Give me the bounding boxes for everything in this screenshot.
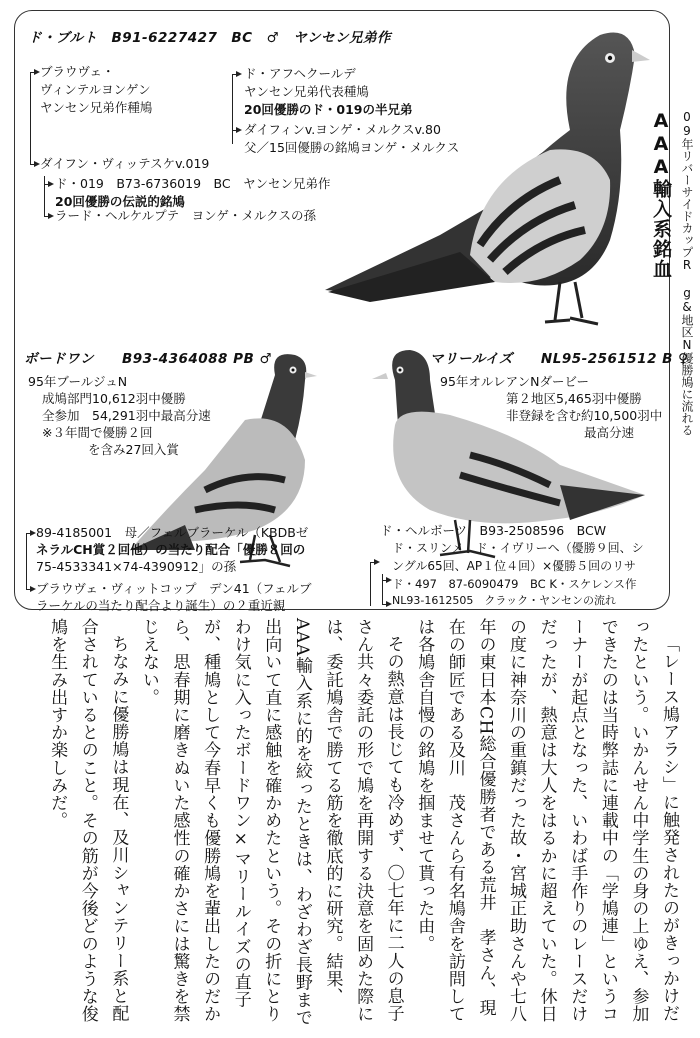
right-bird-record3: 非登録を含む約10,500羽中 [506,408,663,423]
tree-arrow [382,604,390,605]
tree-arrow [30,164,38,165]
article-paragraph: ちなみに優勝鳩は現在、及川シャンテリー系と配合されているとのこと。その筋が今後どのような俊鳩を生み出すか楽しみだ。 [47,618,129,1023]
right-ped-d1: NL93-1612505 クラック・ヤンセンの流れ [392,594,616,607]
tree-arrow [232,74,240,75]
left-ped-a3: 75-4533341×74-4390912」の孫 [36,559,237,574]
article-paragraph: その熱意は長じても冷めず、〇七年に二人の息子さん共々委託の形で鳩を再開する決意を固めた際には、委託鳩舎で勝てる筋を徹底的に研究。結果、AAA輸入系に的を絞ったときは、わざわざ長野まで出向いて直に感触を確かめたという。その折にとりわけ気に入ったボードワン×マリールイズの直子が、種鳩として今春早くも優勝鳩を輩出したのだから、思春期に磨きぬいた感性の確かさには驚きを禁じえない。 [138,618,404,1027]
tree-line [382,574,383,604]
sd-line1: ダイフィンv.ヨンゲ・メルクスv.80 [244,122,441,137]
right-bird-record4: 最高分速 [584,425,635,440]
left-ped-b1: ブラウヴェ・ヴィットコップ デン41（フェルブ [36,581,312,596]
tree-arrow [232,130,240,131]
side-caption-line2: AAA輸入系銘血 [650,110,672,279]
right-ped-b2: ングル65回、AP１位４回）×優勝５回のリサ [392,559,636,573]
tree-arrow [30,72,38,73]
ss-line1: ド・アフヘクールデ [244,66,356,81]
right-bird-record2: 第２地区5,465羽中優勝 [506,391,642,406]
tree-line [30,72,31,164]
left-ped-b2: ラーケルの当たり配合より誕生）の２重近親 [36,598,286,613]
tree-arrow [370,562,378,563]
left-bird-record1: 95年ブールジュN [28,374,128,389]
ss-line2: ヤンセン兄弟代表種鳩 [244,84,369,99]
dam-line: ダイフン・ヴィッテスケv.019 [40,156,210,171]
sire-line3: ヤンセン兄弟作種鳩 [40,100,153,115]
tree-arrow [44,184,52,185]
tree-line [232,74,233,144]
left-bird-record5: を含み27回入賞 [88,442,179,457]
article-paragraph: 「レース鳩アラシ」に触発されたのがきっかけだったという。いかんせん中学生の身の上ゆえ、参加できたのは当時弊誌に連載中の「学鳩連」というコーナーが起点となった、いわば手作りのレースだけだったが、熱意は大人をはるかに超えていた。休日の度に神奈川の重鎮だった故・宮城正助さんや七八年の東日本CH総合優勝者である荒井 孝さん、現在の師匠である及川 茂さんら有名鳩舎を訪問しては各鳩舎自慢の銘鳩を掴ませて貰った由。 [414,618,679,1023]
main-bird-header: ド・ブルト B91-6227427 BC ♂ ヤンセン兄弟作 [28,30,392,46]
left-ped-a2: ネラルCH賞２回他）の当たり配合「優勝８回の [36,542,306,557]
sire-line2: ヴィンテルヨンゲン [40,82,151,97]
left-bird-title: ボードワン B93-4364088 PB ♂ [24,351,273,367]
right-bird-record1: 95年オルレアンNダービー [440,374,589,389]
tree-arrow [26,589,34,590]
ds-line2: 20回優勝の伝説的銘鳩 [55,194,185,209]
ds-line1: ド・019 B73-6736019 BC ヤンセン兄弟作 [55,176,331,191]
tree-line [26,533,27,589]
sire-line1: ブラウヴェ・ [40,64,115,79]
dd-line: ラード・ヘルケルプテ ヨンゲ・メルクスの孫 [55,208,317,223]
tree-arrow [26,533,34,534]
right-ped-b1: ド・スリンメ ド・イヴリーヘ（優勝９回、シ [392,541,644,555]
left-ped-a1: 89-4185001 母／フェルブラーケル（KBDBゼ [36,525,309,540]
sd-line2: 父／15回優勝の銘鳩ヨンゲ・メルクス [244,140,460,155]
tree-line [370,562,371,606]
tree-arrow [44,216,52,217]
right-ped-c1: ド・497 87-6090479 BC K・スケレンス作 [392,577,637,591]
side-caption-line1: 09年リバーサイドカップR g&地区N優勝鳩に流れる [680,110,694,436]
left-bird-record3: 全参加 54,291羽中最高分速 [42,408,211,423]
left-bird-record4: ※３年間で優勝２回 [42,425,153,440]
pigeon-photo-main [320,20,660,340]
right-ped-a1: ド・ヘルボーツ B93-2508596 BCW [380,523,607,538]
ss-line3: 20回優勝のド・019の半兄弟 [244,102,413,117]
left-bird-record2: 成鳩部門10,612羽中優勝 [42,391,186,406]
tree-line [44,176,45,216]
right-bird-title: マリールイズ NL95-2561512 B ♀ [430,351,689,367]
article-body [20,618,684,1030]
tree-arrow [382,580,390,581]
